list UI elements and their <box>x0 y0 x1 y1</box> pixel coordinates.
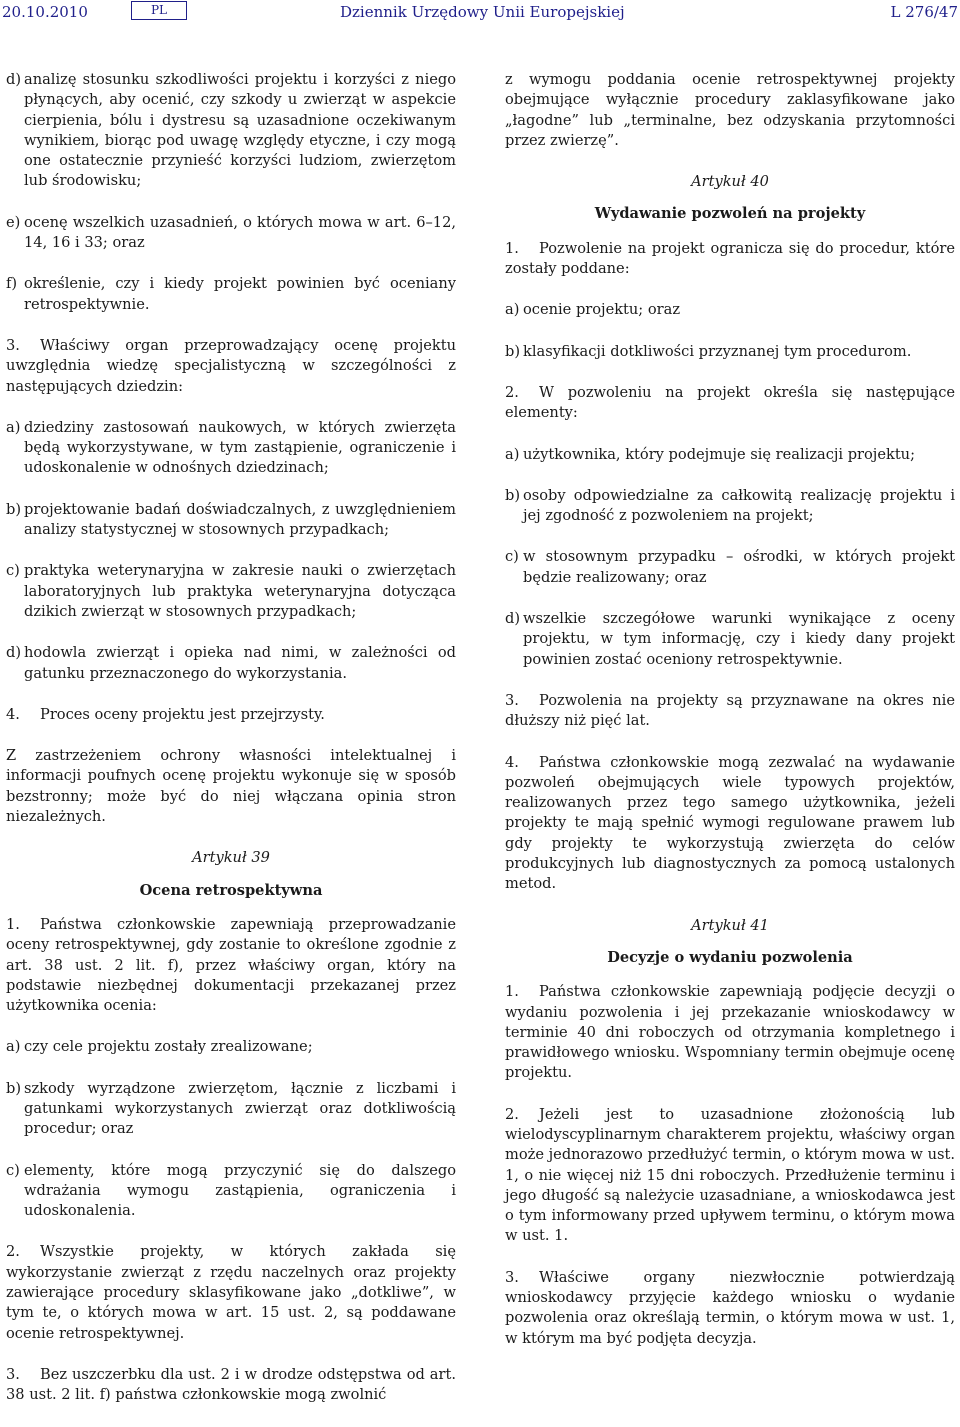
list-item <box>6 418 456 479</box>
item-text: ocenę wszelkich uzasadnień, o których mowa w art. 6–12, 14, 16 i 33; oraz <box>24 213 456 252</box>
item-label: a) <box>505 301 520 319</box>
paragraph-number: 2. <box>505 1105 519 1123</box>
item-text: ocenie projektu; oraz <box>523 301 681 319</box>
paragraph <box>6 705 456 725</box>
item-text: wszelkie szczegółowe warunki wynikające z oceny projektu, w tym informację, czy i kiedy dany projekt powinien zostać oceniony retrospektywnie. <box>523 610 955 668</box>
paragraph <box>6 1242 456 1343</box>
paragraph-text: Pozwolenia na projekty są przyznawane na okres nie dłuższy niż pięć lat. <box>505 691 955 730</box>
item-text: hodowla zwierząt i opieka nad nimi, w zależności od gatunku przeznaczonego do wykorzystania. <box>24 644 456 682</box>
list-item <box>6 561 456 622</box>
list-item <box>505 486 955 527</box>
paragraph-text: Bez uszczerbku dla ust. 2 i w drodze odstępstwa od art. 38 ust. 2 lit. f) państwa członkowskie mogą zwolnić <box>6 1365 456 1404</box>
language-badge: PL <box>131 1 187 20</box>
paragraph <box>505 1105 955 1247</box>
paragraph <box>505 1268 955 1349</box>
item-text: w stosownym przypadku – ośrodki, w których projekt będzie realizowany; oraz <box>523 548 955 586</box>
paragraph-text: Właściwe organy niezwłocznie potwierdzają wnioskodawcy przyjęcie każdego wniosku o wydanie pozwolenia oraz określają termin, o którym mowa w ust. 1, w którym ma być podjęta decyzja. <box>505 1268 955 1347</box>
list-item <box>6 1161 456 1222</box>
item-text: czy cele projektu zostały zrealizowane; <box>24 1038 313 1056</box>
article-number: Artykuł 39 <box>192 849 270 867</box>
list-item <box>505 300 955 320</box>
article-number: Artykuł 40 <box>691 173 769 191</box>
paragraph-number: 1. <box>505 239 519 257</box>
paragraph-number: 3. <box>6 336 20 354</box>
page-reference: L 276/47 <box>890 3 958 21</box>
item-label: c) <box>505 548 519 566</box>
item-label: d) <box>505 610 521 628</box>
item-label: e) <box>6 213 21 231</box>
item-label: b) <box>505 342 521 360</box>
paragraph <box>6 336 456 397</box>
journal-title: Dziennik Urzędowy Unii Europejskiej <box>340 3 625 21</box>
paragraph-text: Państwa członkowskie zapewniają przeprowadzanie oceny retrospektywnej, gdy zostanie to określone zgodnie z art. 38 ust. 2 lit. f), przez właściwy organ, który na podstawie niezbędnej dokumentacji przekazanej przez użytkownika ocenia: <box>6 915 456 1015</box>
item-label: a) <box>6 1038 21 1056</box>
item-label: b) <box>6 500 22 518</box>
list-item <box>6 1079 456 1140</box>
list-item <box>6 70 456 192</box>
item-text: projektowanie badań doświadczalnych, z uwzględnieniem analizy statystycznej w stosownych przypadkach; <box>24 500 456 539</box>
list-item <box>505 609 955 670</box>
item-label: d) <box>6 644 22 662</box>
item-label: b) <box>505 486 521 504</box>
publication-date: 20.10.2010 <box>2 3 88 21</box>
list-item <box>505 547 955 588</box>
paragraph-number: 1. <box>505 983 519 1001</box>
left-column <box>6 70 456 1427</box>
list-item <box>6 274 456 315</box>
article-title: Wydawanie pozwoleń na projekty <box>594 205 866 223</box>
list-item <box>6 1037 456 1057</box>
paragraph-number: 2. <box>505 383 519 401</box>
item-text: szkody wyrządzone zwierzętom, łącznie z liczbami i gatunkami wykorzystanych zwierząt oraz dotkliwością procedur; oraz <box>24 1079 456 1138</box>
item-text: osoby odpowiedzialne za całkowitą realizację projektu i jej zgodność z pozwoleniem na projekt; <box>523 486 955 525</box>
paragraph <box>6 1365 456 1406</box>
paragraph-number: 4. <box>6 705 20 723</box>
item-label: b) <box>6 1079 22 1097</box>
item-text: elementy, które mogą przyczynić się do dalszego wdrażania wymogu zastąpienia, ograniczenia i udoskonalenia. <box>24 1161 456 1220</box>
list-item <box>6 500 456 541</box>
paragraph-text: Jeżeli jest to uzasadnione złożonością lub wielodyscyplinarnym charakterem projektu, właściwy organ może jednorazowo przedłużyć termin, o którym mowa w ust. 1, o nie więcej niż 15 dni roboczych. Przedłużenie terminu i jego długość są należycie uzasadniane, a wnioskodawca jest o tym informowany przed upływem terminu, o którym mowa w ust. 1. <box>505 1105 955 1245</box>
item-label: a) <box>6 418 21 436</box>
list-item <box>505 445 955 465</box>
paragraph-number: 3. <box>505 1268 519 1286</box>
list-item <box>6 213 456 254</box>
paragraph-number: 2. <box>6 1243 20 1261</box>
item-label: d) <box>6 71 22 88</box>
paragraph-text: z wymogu poddania ocenie retrospektywnej projekty obejmujące wyłącznie procedury zaklasyfikowane jako „łagodne” lub „terminalne, bez odzyskania przytomności przez zwierzę”. <box>505 71 955 149</box>
paragraph-text: Proces oceny projektu jest przejrzysty. <box>40 705 325 723</box>
paragraph-number: 1. <box>6 915 20 933</box>
page-header <box>0 0 960 24</box>
paragraph <box>6 915 456 1016</box>
item-label: c) <box>6 1161 20 1179</box>
item-text: użytkownika, który podejmuje się realizacji projektu; <box>523 445 915 463</box>
item-text: klasyfikacji dotkliwości przyznanej tym procedurom. <box>523 342 912 360</box>
paragraph-number: 4. <box>505 753 519 771</box>
list-item <box>505 342 955 362</box>
paragraph-text: Pozwolenie na projekt ogranicza się do procedur, które zostały poddane: <box>505 239 955 278</box>
paragraph-text: Z zastrzeżeniem ochrony własności intelektualnej i informacji poufnych ocenę projektu wykonuje się w sposób bezstronny; może być do niej włączana opinia stron niezależnych. <box>6 747 456 826</box>
paragraph-text: Wszystkie projekty, w których zakłada się wykorzystanie zwierząt z rzędu naczelnych oraz projekty zawierające procedury sklasyfikowane jako „dotkliwe”, w tym te, o których mowa w art. 15 ust. 2, są poddawane ocenie retrospektywnej. <box>6 1243 456 1342</box>
paragraph-text: Właściwy organ przeprowadzający ocenę projektu uwzględnia wiedzę specjalistyczną w szczególności z następujących dziedzin: <box>6 336 456 395</box>
item-text: analizę stosunku szkodliwości projektu i korzyści z niego płynących, aby ocenić, czy szkody u zwierząt w aspekcie cierpienia, bólu i dystresu są uzasadnione oczekiwanym wynikiem, biorąc pod uwagę względy etyczne, i czy mogą one ostatecznie przynieść korzyści ludziom, zwierzętom lub środowisku; <box>24 71 456 190</box>
item-text: dziedziny zastosowań naukowych, w których zwierzęta będą wykorzystywane, w tym zastąpienie, ograniczenie i udoskonalenie w odnośnych dziedzinach; <box>24 418 456 477</box>
paragraph <box>505 691 955 732</box>
paragraph-number: 3. <box>6 1365 20 1383</box>
article-title: Ocena retrospektywna <box>139 881 323 899</box>
list-item <box>6 643 456 684</box>
paragraph <box>505 982 955 1083</box>
item-text: określenie, czy i kiedy projekt powinien być oceniany retrospektywnie. <box>24 275 456 313</box>
item-label: a) <box>505 445 520 463</box>
paragraph-text: Państwa członkowskie zapewniają podjęcie decyzji o wydaniu pozwolenia i jej przekazanie wnioskodawcy w terminie 40 dni roboczych od otrzymania kompletnego i prawidłowego wniosku. Wspomniany termin obejmuje ocenę projektu. <box>505 983 955 1082</box>
article-title: Decyzje o wydaniu pozwolenia <box>607 948 853 966</box>
paragraph-text: Państwa członkowskie mogą zezwalać na wydawanie pozwoleń obejmujących wiele typowych projektów, realizowanych przez tego samego użytkownika, jeżeli projekty te mają spełnić wymogi regulowane prawem lub gdy projekty te wykorzystują zwierzęta do celów produkcyjnych lub diagnostycznych za pomocą ustalonych metod. <box>505 753 955 893</box>
paragraph <box>505 239 955 280</box>
paragraph <box>505 753 955 895</box>
paragraph <box>505 383 955 424</box>
item-label: f) <box>6 275 18 293</box>
article-number: Artykuł 41 <box>691 916 769 934</box>
item-text: praktyka weterynaryjna w zakresie nauki o zwierzętach laboratoryjnych lub praktyka weterynaryjna dotycząca dzikich zwierząt w stosownych przypadkach; <box>24 562 456 620</box>
right-column <box>505 70 955 1370</box>
paragraph-number: 3. <box>505 691 519 709</box>
item-label: c) <box>6 562 20 580</box>
paragraph-text: W pozwoleniu na projekt określa się następujące elementy: <box>505 383 955 422</box>
